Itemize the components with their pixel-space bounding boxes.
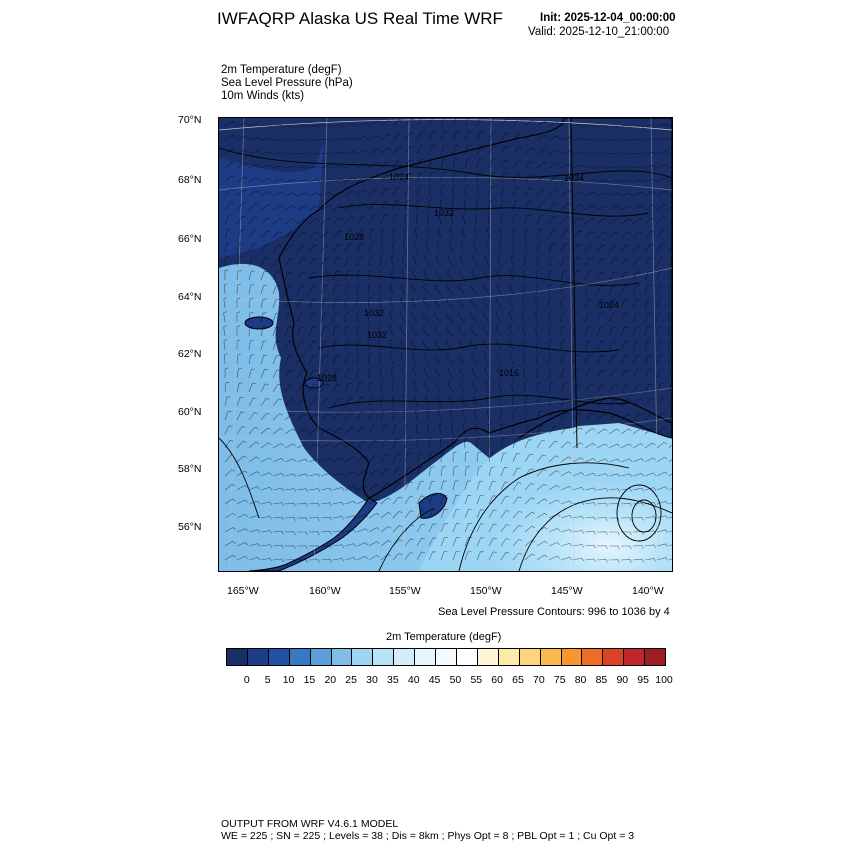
colorbar-label: 15 [303,674,316,686]
colorbar-swatch [582,649,603,665]
lon-label: 155°W [389,585,421,597]
colorbar-swatch [415,649,436,665]
colorbar-swatch [478,649,499,665]
contour-label: 1028 [317,373,338,383]
lat-label: 62°N [178,348,202,360]
lon-label: 160°W [309,585,341,597]
field-label-pressure: Sea Level Pressure (hPa) [221,77,353,89]
field-label-winds: 10m Winds (kts) [221,90,305,102]
colorbar-swatch [541,649,562,665]
colorbar-label: 90 [616,674,629,686]
colorbar-title: 2m Temperature (degF) [386,631,502,643]
colorbar-swatch [457,649,478,665]
lat-label: 60°N [178,406,202,418]
lon-label: 165°W [227,585,259,597]
colorbar-label: 35 [387,674,399,686]
lon-label: 140°W [632,585,664,597]
colorbar-swatch [394,649,415,665]
lat-label: 68°N [178,174,202,186]
colorbar-swatch [562,649,583,665]
colorbar-swatch [645,649,665,665]
contour-note: Sea Level Pressure Contours: 996 to 1036 by 4 [438,606,670,618]
colorbar-label: 60 [491,674,503,686]
colorbar-label: 10 [282,674,295,686]
temperature-map [219,118,672,571]
colorbar-swatch [227,649,248,665]
lat-label: 64°N [178,291,202,303]
colorbar-label: 40 [407,674,420,686]
model-info-line2: WE = 225 ; SN = 225 ; Levels = 38 ; Dis = 8km ; Phys Opt = 8 ; PBL Opt = 1 ; Cu Opt = 3 [221,830,635,842]
contour-label: 1028 [344,232,365,242]
colorbar-label: 75 [553,674,566,686]
colorbar-swatch [332,649,353,665]
colorbar-swatch [624,649,645,665]
contour-label: 1024 [564,173,585,183]
colorbar-swatch [373,649,394,665]
contour-label: 1032 [367,330,388,340]
colorbar-label: 45 [428,674,441,686]
colorbar-swatch [290,649,311,665]
colorbar-label: 20 [324,674,337,686]
colorbar-label: 25 [345,674,357,686]
colorbar-swatch [603,649,624,665]
colorbar-swatch [248,649,269,665]
contour-label: 1032 [364,308,385,318]
colorbar-label: 50 [449,674,462,686]
colorbar [226,648,666,666]
colorbar-swatch [352,649,373,665]
colorbar-label: 65 [512,674,524,686]
colorbar-label: 80 [574,674,587,686]
colorbar-swatch [436,649,457,665]
init-time: Init: 2025-12-04_00:00:00 [540,12,676,24]
colorbar-label: 0 [243,674,250,686]
contour-label: 1016 [499,368,520,378]
map-panel [218,117,673,572]
colorbar-swatch [269,649,290,665]
colorbar-swatch [520,649,541,665]
model-info-line1: OUTPUT FROM WRF V4.6.1 MODEL [221,818,399,830]
colorbar-swatch [499,649,520,665]
colorbar-label: 70 [533,674,545,686]
colorbar-label: 55 [470,674,483,686]
lat-label: 66°N [178,233,202,245]
valid-time: Valid: 2025-12-10_21:00:00 [528,26,670,38]
colorbar-swatch [311,649,332,665]
lat-label: 56°N [178,521,202,533]
colorbar-label: 85 [595,674,608,686]
contour-label: 1024 [389,172,410,182]
colorbar-label: 100 [655,674,673,686]
lon-label: 150°W [470,585,502,597]
colorbar-label: 30 [366,674,378,686]
page-title: IWFAQRP Alaska US Real Time WRF [217,9,503,28]
lat-label: 70°N [178,114,202,126]
colorbar-label: 95 [637,674,649,686]
contour-label: 1024 [599,300,620,310]
contour-label: 1032 [434,208,455,218]
lat-label: 58°N [178,463,202,475]
colorbar-label: 5 [264,674,271,686]
lon-label: 145°W [551,585,583,597]
field-label-temperature: 2m Temperature (degF) [221,64,342,76]
